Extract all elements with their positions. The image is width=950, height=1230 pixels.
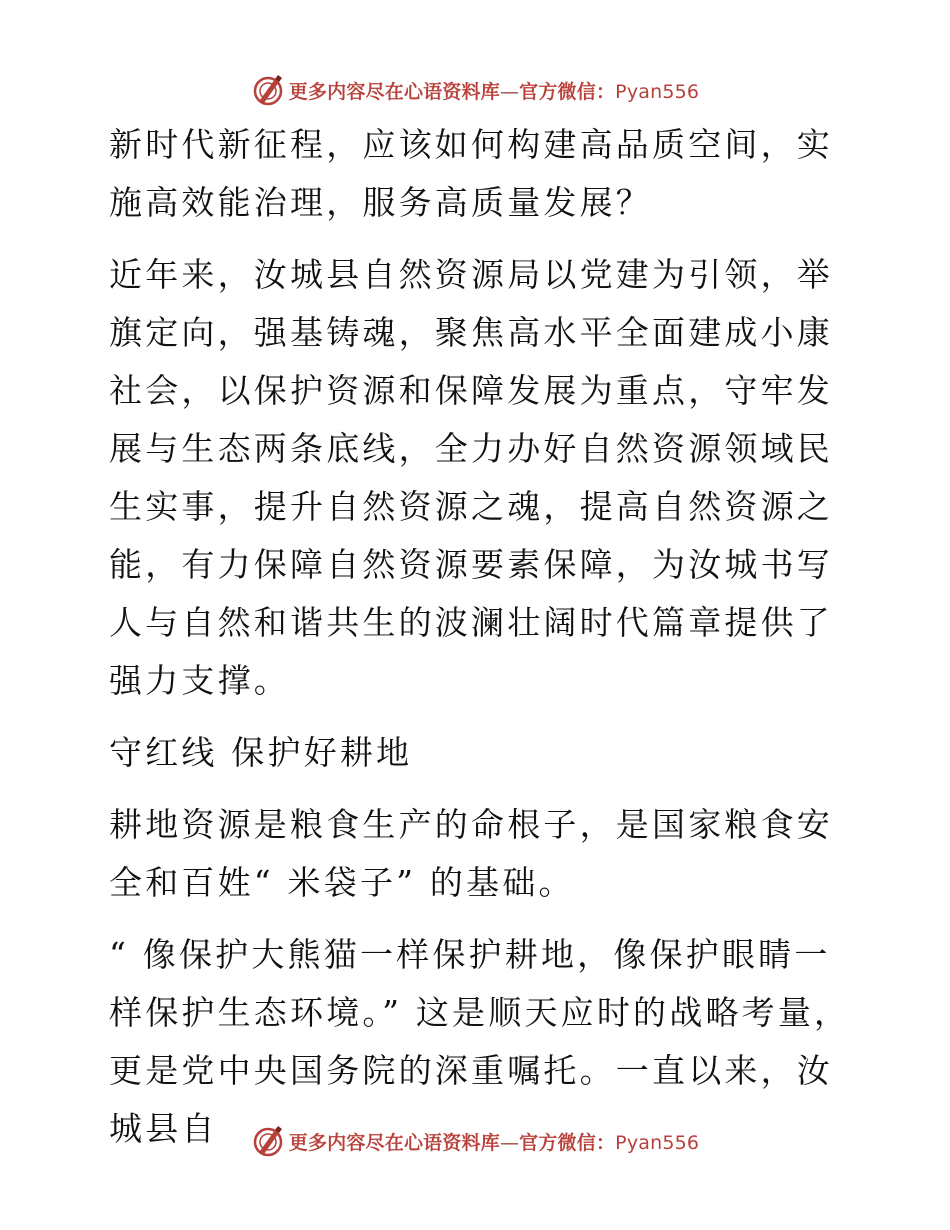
- banner-site-name: 更多内容尽在心语资料库: [288, 1131, 500, 1154]
- banner-wechat-id: Pyan556: [615, 80, 700, 103]
- banner-separator: —: [499, 80, 520, 103]
- footer-banner: [0, 1121, 950, 1161]
- paragraph-quote: “ 像保护大熊猫一样保护耕地，像保护眼睛一样保护生态环境。” 这是顺天应时的战略考量，更是党中央国务院的深重嘱托。一直以来，汝城县自: [109, 935, 851, 1148]
- banner-text: [289, 77, 699, 104]
- banner-wechat-id: Pyan556: [615, 1131, 700, 1154]
- banner-site-name: 更多内容尽在心语资料库: [288, 80, 500, 103]
- header-banner: [0, 70, 950, 110]
- paragraph-overview: 近年来，汝城县自然资源局以党建为引领，举旗定向，强基铸魂，聚焦高水平全面建成小康社会，以保护资源和保障发展为重点，守牢发展与生态两条底线，全力办好自然资源领域民生实事，提升自然资源之魂，提高自然资源之能，有力保障自然资源要素保障，为汝城书写人与自然和谐共生的波澜壮阔时代篇章提供了强力支撑。: [109, 255, 833, 700]
- banner-wechat-label: 官方微信：: [519, 80, 616, 103]
- banner-wechat-label: 官方微信：: [519, 1131, 616, 1154]
- paragraph-farmland: 耕地资源是粮食生产的命根子，是国家粮食安全和百姓“ 米袋子” 的基础。: [109, 805, 833, 902]
- banner-text: [289, 1128, 699, 1155]
- pen-circle-logo-icon: [251, 1124, 285, 1158]
- document-body: [97, 116, 857, 1172]
- paragraph-intro: 新时代新征程，应该如何构建高品质空间，实施高效能治理，服务高质量发展？: [109, 125, 833, 222]
- pen-circle-logo-icon: [251, 73, 285, 107]
- banner-separator: —: [499, 1131, 520, 1154]
- section-heading: 守红线 保护好耕地: [109, 733, 413, 772]
